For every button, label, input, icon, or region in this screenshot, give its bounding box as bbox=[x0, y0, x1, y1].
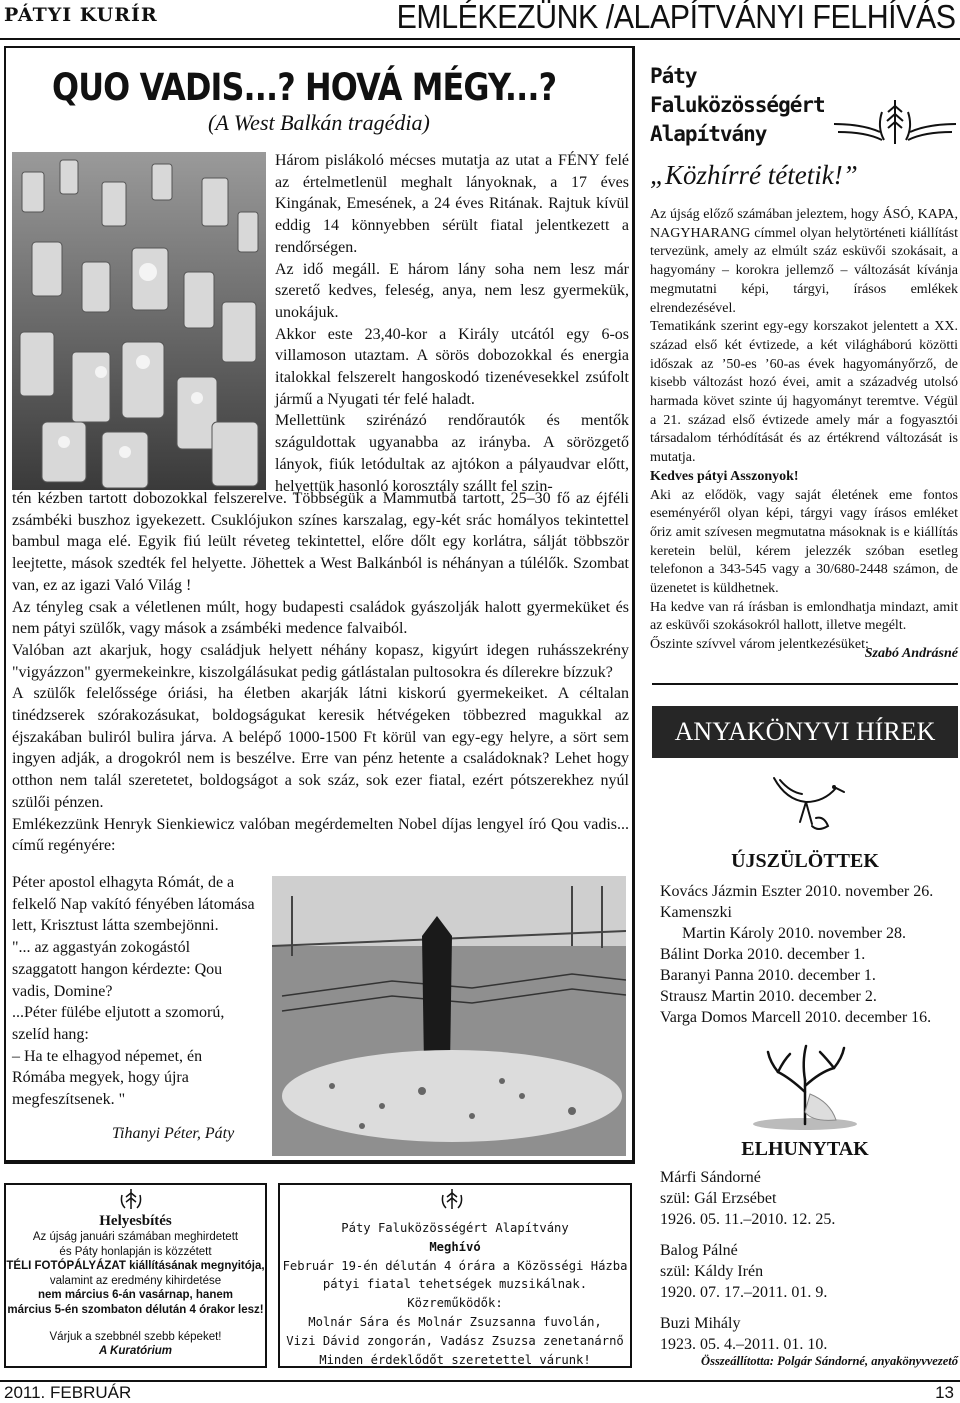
article-paragraph: Az idő megáll. E három lány soha nem lesz már szerető kedves, feleség, anya, nem lesz gyermekük, unokájuk. bbox=[275, 260, 629, 321]
article-full-width-text bbox=[12, 488, 629, 857]
article-paragraph: tén kézben tartott dobozokkal felszerelve. Többségük a Mammutba tartott, 25–30 fő az éjféli zsámbéki buszhoz igyekezett. Csuklójukon színes karszalag, egy-két srác homályos tekintettel bambul maga elé. Egyik fiú leült réveteg tekintettel, előre dőlt egy korlátra, sálját többször leejtette, mások szedték fel helyette. Jöhettek a West Balkánból is néhányan a túlélők. Szombat van, ez az igazi Való Világ ! bbox=[12, 490, 629, 594]
notice-signature: Szabó Andrásné bbox=[864, 646, 958, 661]
death-name: Márfi Sándorné bbox=[660, 1169, 761, 1186]
article-right-column bbox=[275, 150, 629, 497]
quote-line: – Ha te elhagyod népemet, én Rómába megyek, hogy újra megfeszítsenek. " bbox=[12, 1047, 203, 1109]
correction-line: Az újság januári számában meghirdetett bbox=[32, 1231, 239, 1243]
deaths-title: ELHUNYTAK bbox=[741, 1138, 869, 1160]
correction-title: Helyesbítés bbox=[99, 1213, 172, 1229]
notice-paragraph: Az újság előző számában jeleztem, hogy ÁSÓ, KAPA, NAGYHARANG címmel olyan helytörténeti kiállítást tervezünk, amely az elmúlt száz esküvői szokásait, a hagyomány – korokra jellemző – változását kívánja megmutatni képi, tárgyi, írásos emlékek elrendezésével. bbox=[650, 207, 958, 316]
footer-date: 2011. FEBRUÁR bbox=[4, 1383, 132, 1402]
wheat-logo-icon bbox=[118, 1187, 144, 1211]
article-signature: Tihanyi Péter, Páty bbox=[112, 1125, 235, 1142]
wheat-logo-icon bbox=[439, 1187, 465, 1211]
births-title: ÚJSZÜLÖTTEK bbox=[731, 850, 879, 872]
death-entry bbox=[660, 1240, 835, 1303]
article-paragraph: Mellettünk szirénázó rendőrautók és mentők száguldottak ugyanabba az irányba. A sörözgető lányok, fiúk letódultak az ajtókon a pályaudvar előtt, helyettük hasonló korosztály szállt fel szin- bbox=[275, 412, 629, 495]
death-entry bbox=[660, 1313, 835, 1355]
notice-text bbox=[650, 206, 958, 655]
article-paragraph: Akkor este 23,40-kor a Király utcától egy 6-os villamoson utaztam. A sörös dobozokkal és energia italokkal felszerelt hangoskodó tizenévesekkel zsúfolt jármű a Nyugati tér felé haladt. bbox=[275, 325, 629, 408]
invitation-line: pátyi fiatal tehetségek muzsikálnak. bbox=[322, 1277, 588, 1292]
quote-line: "... az aggastyán zokogástól szaggatott hangon kérdezte: Qou vadis, Domine? bbox=[12, 939, 223, 1000]
birth-entry: Varga Domos Marcell 2010. december 16. bbox=[660, 1009, 932, 1026]
registry-banner: ANYAKÖNYVI HÍREK bbox=[652, 706, 958, 758]
birth-entry: Strausz Martin 2010. december 2. bbox=[660, 988, 877, 1005]
article-paragraph: Valóban azt akarjuk, hogy családjuk helyett néhány kopasz, kigyúrt idegen ruhásszekrény "vigyázzon" gyermekeinkre, kiszolgálásukat pedig gátlástalan pultosokra és dílerekre bízzuk? bbox=[12, 641, 629, 681]
invitation-line: Közreműködők: bbox=[407, 1296, 503, 1311]
death-name: Balog Pálné bbox=[660, 1242, 738, 1259]
notice-paragraph: Tematikánk szerint egy-egy korszakot jelentett a XX. század első két évtizede, a két világháború közötti időszak az ’50-es ’60-as évek hagyományőrző, de kisebb változást hozó évei, amit a századvég utolsó harmada követ szinte új hagyományt teremtve. Végül a 21. század első évtizede amely már a fogyasztói társadalom térhódítását és az értékrend változását is mutatja. bbox=[650, 319, 958, 466]
foundation-name bbox=[650, 62, 825, 149]
death-dates: 1920. 07. 17.–2011. 01. 9. bbox=[660, 1284, 828, 1301]
death-dates: 1923. 05. 4.–2011. 01. 10. bbox=[660, 1336, 828, 1353]
correction-line: TÉLI FOTÓPÁLYÁZAT kiállításának megnyitója, bbox=[6, 1260, 265, 1273]
foundation-name-line: Alapítvány bbox=[650, 122, 767, 146]
notice-paragraph: Ha kedve van rá írásban is emlondhatja mindazt, amit az esküvői szokásokról hallott, illetve megélt. bbox=[650, 599, 958, 634]
notice-paragraph: Őszinte szívvel várom jelentkezésüket: bbox=[650, 637, 869, 653]
divider bbox=[652, 683, 958, 685]
candles-photo bbox=[12, 152, 266, 490]
deaths-list bbox=[660, 1167, 835, 1355]
death-dates: 1926. 05. 11.–2010. 12. 25. bbox=[660, 1211, 836, 1228]
article-quote bbox=[12, 872, 256, 1111]
correction-line: március 5-én szombaton délután 4 órakor lesz! bbox=[7, 1303, 264, 1316]
invitation-line: Február 19-én délután 4 órára a Közösségi Házba bbox=[282, 1258, 628, 1273]
death-name: Buzi Mihály bbox=[660, 1315, 741, 1332]
masthead: PÁTYI KURÍR bbox=[4, 4, 158, 26]
invitation-line: Molnár Sára és Molnár Zsuzsanna fuvolán, bbox=[308, 1314, 602, 1329]
article-paragraph: Emlékezzünk Henryk Sienkiewicz valóban megérdemelten Nobel díjas lengyel író Qou vadis... című regényére: bbox=[12, 815, 629, 855]
article-paragraph: Az tényleg csak a véletlenen múlt, hogy budapesti családok gyászolják halott gyermeküket és nem pátyi szülők, vagy mások a zsámbéki medence falvaiból. bbox=[12, 598, 629, 638]
stork-icon bbox=[766, 770, 846, 836]
birth-entry: Kovács Jázmin Eszter 2010. november 26. bbox=[660, 883, 934, 900]
notice-title: „Közhírré tétetik!” bbox=[650, 160, 858, 190]
notice-greeting: Kedves pátyi Asszonyok! bbox=[650, 468, 799, 484]
registry-compiler: Összeállította: Polgár Sándorné, anyakönyvvezető bbox=[701, 1354, 958, 1368]
memorial-square-photo bbox=[272, 876, 626, 1156]
invitation-line: Minden érdeklődőt szeretettel várunk! bbox=[319, 1352, 591, 1367]
invitation-title: Meghívó bbox=[429, 1239, 481, 1254]
correction-line: és Páty honlapján is közzétett bbox=[59, 1245, 212, 1258]
correction-signature: A Kuratórium bbox=[98, 1345, 173, 1358]
births-list bbox=[660, 881, 933, 1028]
article-paragraph: A szülők felelőssége óriási, ha életben akarják látni kiskorú gyermekeiket. A céltalan tinédzserek szórakozásukat, boldogságukat keresik hétvégeken többezred magukkal az éjszakában buliról bulira járva. A belépő 1000-1500 Ft körül van egy-egy helyre, a sört sem ingyen adják, a drogokról nem is beszélve. Erre van pénz hetente a családoknak? Lehet hogy otthon nem talál szeretetet, boldogságot a sok száz, sok ezer fiatal, ezért pótszerekhez nyúl szülői pénzen. bbox=[12, 685, 629, 811]
birth-entry: Baranyi Panna 2010. december 1. bbox=[660, 967, 876, 984]
article-paragraph: Három pislákoló mécses mutatja az utat a FÉNY felé az értelmetlenül meghalt lányoknak, a 17 éves Kingának, Emesének, a 24 éves Ritának. Rajtuk kívül eddig 14 könnyebben sérült fiatal jelentkezett a rendőrségen. bbox=[275, 152, 629, 256]
death-entry bbox=[660, 1167, 835, 1230]
page-number: 13 bbox=[935, 1383, 954, 1402]
birth-entry: Kamenszki bbox=[660, 904, 732, 921]
correction-line: nem március 6-án vasárnap, hanem bbox=[38, 1289, 233, 1302]
footer-rule bbox=[0, 1380, 960, 1382]
bare-tree-icon bbox=[750, 1032, 860, 1132]
header-rule bbox=[0, 38, 960, 40]
death-born: szül: Gál Erzsébet bbox=[660, 1190, 777, 1207]
article-headline: QUO VADIS...? HOVÁ MÉGY...? bbox=[52, 66, 557, 109]
section-title: EMLÉKEZÜNK /ALAPÍTVÁNYI FELHÍVÁS bbox=[397, 0, 956, 35]
death-born: szül: Káldy Irén bbox=[660, 1263, 764, 1280]
foundation-name-line: Páty bbox=[650, 64, 697, 88]
invitation-line: Vizi Dávid zongorán, Vadász Zsuzsa zenetanárnő bbox=[286, 1333, 624, 1348]
foundation-name-line: Faluközösségért bbox=[650, 93, 825, 117]
article-subheadline: (A West Balkán tragédia) bbox=[208, 110, 430, 135]
foundation-logo-icon bbox=[832, 92, 958, 154]
quote-line: ...Péter fülébe eljutott a szomorú, szelíd hang: bbox=[12, 1004, 225, 1043]
birth-entry: Martin Károly 2010. november 28. bbox=[682, 925, 906, 942]
invitation-org: Páty Faluközösségért Alapítvány bbox=[341, 1221, 569, 1235]
correction-line: Várjuk a szebbnél szebb képeket! bbox=[49, 1330, 222, 1343]
correction-line: valamint az eredmény kihirdetése bbox=[49, 1274, 222, 1287]
birth-entry: Bálint Dorka 2010. december 1. bbox=[660, 946, 866, 963]
quote-line: Péter apostol elhagyta Rómát, de a felkelő Nap vakító fényében látomása lett, Krisztust látta szembejönni. bbox=[12, 874, 255, 935]
notice-paragraph: Aki az elődök, vagy saját életének eme fontos eseményéről olyan képi, tárgyi vagy írásos emléket őriz amit szívesen megmutatna másoknak is e kiállítás keretein belül, kérem jelezzék szóban esetleg telefonon a 343-545 vagy a 30/680-2448 számon, de üzenetet is küldhetnek. bbox=[650, 487, 958, 597]
